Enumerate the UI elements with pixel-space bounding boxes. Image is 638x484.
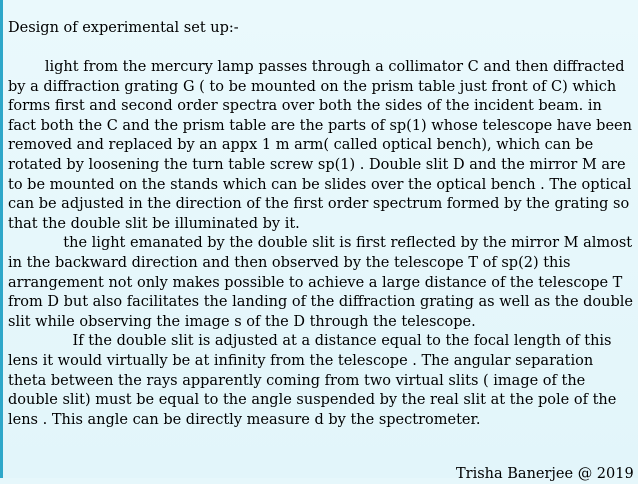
paragraph-2: the light emanated by the double slit is first reflected by the mirror M almost in the backward direction and then observed by the telescope T of sp(2) this arrangement not only makes possible to achieve a large distance of the telescope T from D but also facilitates the landing of the diffraction grating as well as the double slit while observing the image s of the D through the telescope. bbox=[8, 235, 633, 330]
slide-body bbox=[8, 58, 634, 430]
paragraph-3: If the double slit is adjusted at a distance equal to the focal length of this lens it would virtually be at infinity from the telescope . The angular separation theta between the rays apparently coming from two virtual slits ( image of the double slit) must be equal to the angle suspended by the real slit at the pole of the lens . This angle can be directly measure d by the spectrometer. bbox=[8, 333, 617, 428]
slide-heading: Design of experimental set up:- bbox=[8, 20, 239, 36]
paragraph-1: light from the mercury lamp passes through a collimator C and then diffracted by a diffraction grating G ( to be mounted on the prism table just front of C) which forms first and second order spectra over both the sides of the incident beam. in fact both the C and the prism table are the parts of sp(1) whose telescope have been removed and replaced by an appx 1 m arm( called optical bench), which can be rotated by loosening the turn table screw sp(1) . Double slit D and the mirror M are to be mounted on the stands which can be slides over the optical bench . The optical can be adjusted in the direction of the first order spectrum formed by the grating so that the double slit be illuminated by it. bbox=[8, 59, 632, 232]
slide-accent-bar bbox=[0, 0, 3, 478]
slide-footer-credit: Trisha Banerjee @ 2019 bbox=[456, 466, 634, 482]
